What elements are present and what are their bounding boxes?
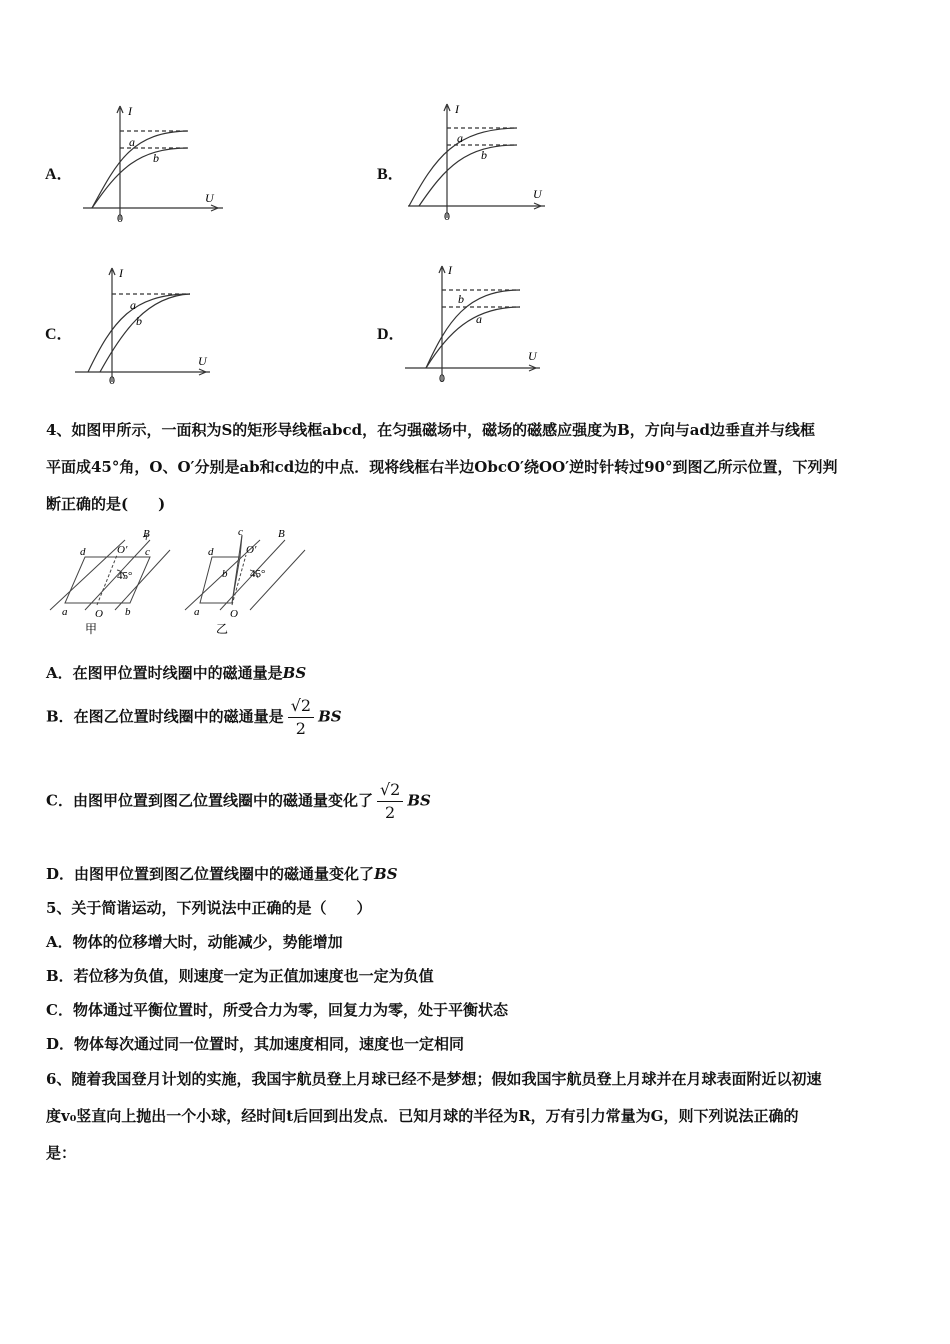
label-b-field: B — [278, 528, 285, 540]
label-a: a — [194, 606, 200, 618]
curve-label-upper: a — [129, 135, 135, 149]
axis-y-label: I — [455, 102, 459, 116]
graph-option-c — [72, 262, 222, 387]
fraction-numerator: √2 — [377, 780, 403, 802]
q5-option-d: D．物体每次通过同一位置时，其加速度相同，速度也一定相同 — [46, 1035, 465, 1053]
axis-x-label: U — [198, 354, 207, 368]
q4-option-c-text: C．由图甲位置到图乙位置线圈中的磁通量变化了 — [46, 791, 373, 810]
option-d-label: D． — [377, 326, 405, 343]
q4-option-c — [46, 780, 431, 823]
option-b-label: B． — [377, 166, 404, 183]
curve-label-upper: a — [130, 298, 136, 312]
origin-label: 0 — [444, 209, 450, 223]
fraction-denominator: 2 — [385, 803, 396, 822]
q5-option-b: B．若位移为负值，则速度一定为正值加速度也一定为负值 — [46, 967, 434, 985]
axis-x-label: U — [528, 349, 537, 363]
graph-option-a — [78, 100, 228, 225]
label-o-prime: O′ — [117, 544, 128, 556]
option-a-label: A． — [45, 166, 73, 183]
fraction-sqrt2-over-2 — [288, 696, 314, 739]
axis-y-label: I — [448, 263, 452, 277]
q4-stem-line2: 平面成45°角，O、O′分别是ab和cd边的中点．现将线框右半边ObcO′绕OO′逆时针转过90°到图乙所示位置，下列判 — [46, 458, 838, 476]
q4-figure-yi — [180, 525, 310, 640]
label-a: a — [62, 606, 68, 618]
axis-x-label: U — [205, 191, 214, 205]
curve-label-upper: b — [458, 292, 464, 306]
label-b-field: B — [143, 528, 150, 540]
label-b: b — [222, 568, 228, 580]
axis-y-label: I — [119, 266, 123, 280]
angle-label: 45° — [117, 570, 133, 582]
q4-option-b-text: B．在图乙位置时线圈中的磁通量是 — [46, 707, 284, 726]
q4-option-b-tail: BS — [318, 707, 342, 726]
q4-stem-line1: 4、如图甲所示，一面积为S的矩形导线框abcd，在匀强磁场中，磁场的磁感应强度为B，方向与ad边垂直并与线框 — [46, 421, 815, 439]
q4-option-d-tail: BS — [374, 865, 398, 883]
fraction-denominator: 2 — [295, 719, 306, 738]
label-o: O — [95, 608, 103, 620]
curve-label-lower: b — [481, 148, 487, 162]
label-d: d — [80, 546, 86, 558]
q5-stem: 5、关于简谐运动，下列说法中正确的是（ ） — [46, 899, 372, 917]
label-o-prime: O′ — [246, 544, 257, 556]
label-c: c — [238, 526, 243, 538]
curve-label-lower: a — [476, 312, 482, 326]
q6-stem-line2: 度v₀竖直向上抛出一个小球，经时间t后回到出发点．已知月球的半径为R，万有引力常量为G，则下列说法正确的 — [46, 1107, 799, 1125]
q4-option-a-text: A．在图甲位置时线圈中的磁通量是 — [46, 664, 283, 682]
origin-label: 0 — [117, 211, 123, 225]
q4-option-a-tail: BS — [282, 664, 307, 682]
origin-label: 0 — [109, 373, 115, 387]
caption-jia: 甲 — [85, 622, 98, 636]
q4-stem-line3: 断正确的是( ) — [46, 495, 166, 513]
graph-option-d — [402, 262, 552, 387]
q4-option-d — [46, 864, 398, 884]
option-c-label: C． — [45, 326, 73, 343]
label-o: O — [230, 608, 238, 620]
fraction-numerator: √2 — [288, 696, 314, 718]
curve-label-lower: b — [136, 314, 142, 328]
label-d: d — [208, 546, 214, 558]
fraction-sqrt2-over-2 — [377, 780, 403, 823]
caption-yi: 乙 — [216, 622, 229, 636]
q4-figure-jia — [45, 525, 175, 640]
curve-label-lower: b — [153, 151, 159, 165]
angle-label: 45° — [250, 568, 266, 580]
q4-option-c-tail: BS — [407, 791, 431, 810]
q4-option-a — [46, 663, 306, 683]
q5-option-c: C．物体通过平衡位置时，所受合力为零，回复力为零，处于平衡状态 — [46, 1001, 508, 1019]
curve-label-upper: a — [457, 131, 463, 145]
label-b: b — [125, 606, 131, 618]
axis-x-label: U — [533, 187, 542, 201]
q6-stem-line1: 6、随着我国登月计划的实施，我国宇航员登上月球已经不是梦想；假如我国宇航员登上月球并在月球表面附近以初速 — [46, 1070, 822, 1088]
q4-option-b — [46, 696, 342, 739]
label-c: c — [145, 546, 150, 558]
q4-option-d-text: D．由图甲位置到图乙位置线圈中的磁通量变化了 — [46, 865, 375, 883]
origin-label: 0 — [439, 371, 445, 385]
axis-y-label: I — [128, 104, 132, 118]
q6-stem-line3: 是： — [46, 1144, 77, 1162]
q5-option-a: A．物体的位移增大时，动能减少，势能增加 — [46, 933, 343, 951]
graph-option-b — [405, 98, 555, 223]
